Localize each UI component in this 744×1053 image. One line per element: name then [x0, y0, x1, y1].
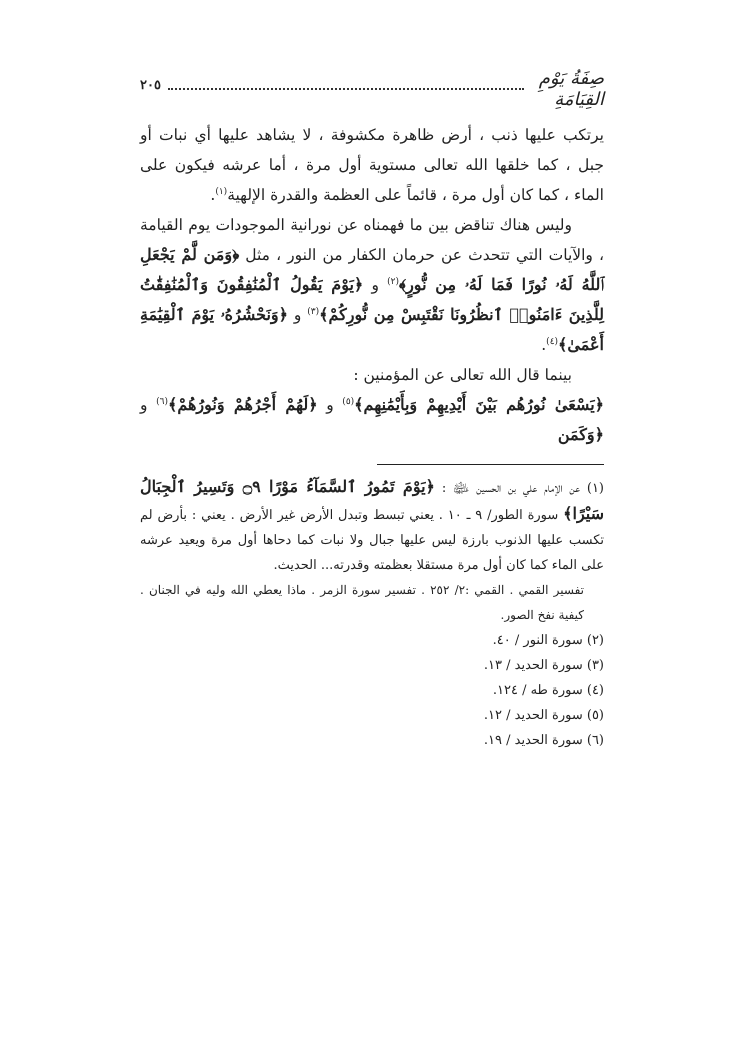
footnote-4: (٤) سورة طه / ١٢٤.: [492, 683, 604, 698]
conjunction: و: [288, 306, 308, 324]
conjunction: و: [317, 396, 343, 414]
quran-verse: ﴿يَوْمَ يَقُولُ ٱلْمُنَٰفِقُونَ وَٱلْمُنَٰفِقَٰتُ لِلَّذِينَ ءَامَنُوا۟ ٱنظُرُونَا نَقْتَبِسْ مِن نُّورِكُمْ﴾: [140, 275, 604, 324]
footnote-3: (٣) سورة الحديد / ١٣.: [483, 658, 604, 673]
conjunction: و: [363, 276, 388, 294]
main-text: [140, 120, 604, 450]
running-title: صِفَةُ يَوْمِ القِيَامَةِ: [538, 68, 604, 110]
footnote-1-start: (١) عن الإمام علي بن الحسين ﵉ :: [434, 481, 604, 496]
conjunction: و: [140, 396, 157, 414]
footnote-2: (٢) سورة النور / ٤٠.: [492, 633, 604, 648]
footnote-5: (٥) سورة الحديد / ١٢.: [483, 708, 604, 723]
quran-verse: ﴿وَكَمَن: [557, 425, 604, 444]
paragraph-1: [140, 120, 604, 210]
quran-verse: ﴿يَسْعَىٰ نُورُهُم بَيْنَ أَيْدِيهِمْ وَبِأَيْمَٰنِهِم﴾: [354, 395, 605, 414]
footnote-1: [140, 474, 604, 578]
footnotes: [140, 474, 604, 753]
header-dotted-leader: [168, 88, 524, 90]
footnote-ref-2: (٢): [387, 276, 399, 287]
paragraph-1-text: يرتكب عليها ذنب ، أرض ظاهرة مكشوفة ، لا يشاهد عليها أي نبات أو جبل ، كما خلقها الله تعالى مستوية أول مرة ، أما عرشه فيكون على الماء ، كما كان أول مرة ، قائماً على العظمة والقدرة الإلهية: [140, 126, 604, 204]
quran-verse: ﴿وَنَحْشُرُهُۥ يَوْمَ ٱلْقِيَٰمَةِ أَعْمَىٰ﴾: [140, 305, 604, 354]
quran-verse: ﴿لَهُمْ أَجْرُهُمْ وَنُورُهُمْ﴾: [167, 395, 318, 414]
paragraph-4: [140, 390, 604, 450]
paragraph-2: [140, 210, 604, 360]
footnote-ref-5: (٥): [342, 396, 355, 407]
footnote-ref-4: (٤): [546, 336, 559, 347]
page-number: ٢٠٥: [140, 78, 161, 93]
quran-verse: ﴿وَمَن لَّمْ يَجْعَلِ ٱللَّهُ لَهُۥ نُورًا فَمَا لَهُۥ مِن نُّورٍ﴾: [140, 245, 605, 294]
paragraph-2-end: .: [541, 336, 547, 354]
footnote-1-source: تفسير القمي . القمي :٢/ ٢٥٢ . تفسير سورة الزمر . ماذا يعطي الله وليه في الجنان . كيفية نفخ الصور.: [140, 583, 584, 622]
paragraph-1-end: .: [210, 186, 216, 204]
page-header: [140, 68, 604, 110]
paragraph-2-text: وليس هناك تناقض بين ما فهمناه عن نورانية الموجودات يوم القيامة ، والآيات التي تتحدث عن حرمان الكفار من النور ، مثل: [140, 216, 604, 264]
footnote-ref-1: (١): [215, 186, 228, 197]
footnote-ref-6: (٦): [156, 396, 168, 407]
quran-verse: ﴿يَوْمَ تَمُورُ ٱلسَّمَآءُ مَوْرًا ۝٩ وَتَسِيرُ ٱلْجِبَالُ سَيْرًا﴾: [140, 477, 605, 523]
footnote-separator: [377, 464, 604, 465]
footnote-6: (٦) سورة الحديد / ١٩.: [483, 733, 604, 748]
footnote-ref-3: (٣): [307, 306, 320, 317]
paragraph-3: بينما قال الله تعالى عن المؤمنين :: [353, 366, 572, 384]
footnote-1-body: سورة الطور/ ٩ ـ ١٠ . يعني تبسط وتبدل الأرض غير الأرض . يعني : بأرض لم تكسب عليها الذنوب بارزة ليس عليها جبال ولا نبات كما دحاها أول مرة ويعيد عرشه على الماء كما كان أول مرة مستقلا بعظمته وقدرته... الحديث.: [140, 508, 604, 573]
